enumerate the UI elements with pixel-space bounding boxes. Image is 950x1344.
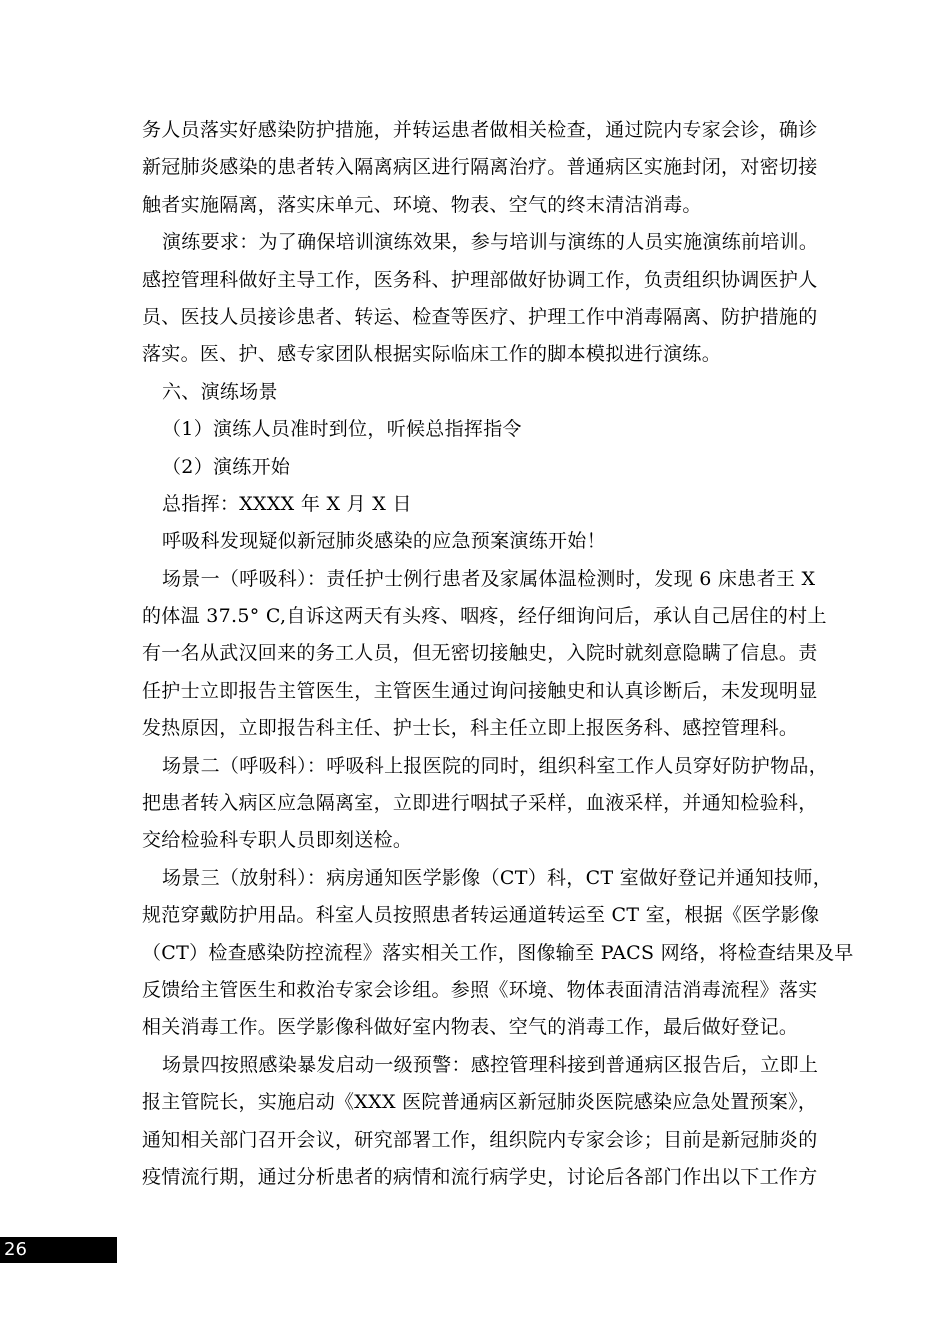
text-line: （CT）检查感染防控流程》落实相关工作，图像输至 PACS 网络，将检查结果及早 [142,941,854,964]
text-line: 落实。医、护、感专家团队根据实际临床工作的脚本模拟进行演练。 [142,343,722,366]
text-line: 感控管理科做好主导工作，医务科、护理部做好协调工作，负责组织协调医护人 [142,268,818,291]
page-number: 26 [0,1237,117,1263]
text-line: 员、医技人员接诊患者、转运、检查等医疗、护理工作中消毒隔离、防护措施的 [142,305,818,328]
text-line: 触者实施隔离，落实床单元、环境、物表、空气的终末清洁消毒。 [142,193,702,216]
text-line: 场景三（放射科）：病房通知医学影像（CT）科，CT 室做好登记并通知技师， [162,866,833,889]
text-line: 疫情流行期，通过分析患者的病情和流行病学史，讨论后各部门作出以下工作方 [142,1165,818,1188]
text-line: 发热原因，立即报告科主任、护士长，科主任立即上报医务科、感控管理科。 [142,717,799,740]
text-line: 呼吸科发现疑似新冠肺炎感染的应急预案演练开始！ [162,530,606,553]
text-line: 通知相关部门召开会议，研究部署工作，组织院内专家会诊；目前是新冠肺炎的 [142,1128,818,1151]
text-line: 有一名从武汉回来的务工人员，但无密切接触史，入院时就刻意隐瞒了信息。责 [142,642,818,665]
text-line: 务人员落实好感染防护措施，并转运患者做相关检查，通过院内专家会诊，确诊 [142,119,818,141]
text-line: 规范穿戴防护用品。科室人员按照患者转运通道转运至 CT 室，根据《医学影像 [142,904,820,927]
text-line: 演练要求：为了确保培训演练效果，参与培训与演练的人员实施演练前培训。 [162,231,819,254]
text-line: 反馈给主管医生和救治专家会诊组。参照《环境、物体表面清洁消毒流程》落实 [142,978,818,1001]
body-text [142,112,854,1196]
text-line: 报主管院长，实施启动《XXX 医院普通病区新冠肺炎医院感染应急处置预案》， [142,1091,818,1114]
text-line: 任护士立即报告主管医生，主管医生通过询问接触史和认真诊断后，未发现明显 [142,679,818,702]
text-line: 把患者转入病区应急隔离室，立即进行咽拭子采样，血液采样，并通知检验科， [142,792,818,815]
text-line: 总指挥：XXXX 年 X 月 X 日 [162,492,412,515]
text-line: （1）演练人员准时到位，听候总指挥指令 [162,418,522,441]
text-line: 相关消毒工作。医学影像科做好室内物表、空气的消毒工作，最后做好登记。 [142,1016,799,1039]
text-line: 场景四按照感染暴发启动一级预警：感控管理科接到普通病区报告后，立即上 [162,1053,819,1076]
text-line: 场景一（呼吸科）：责任护士例行患者及家属体温检测时，发现 6 床患者王 X [162,567,816,590]
text-line: 场景二（呼吸科）：呼吸科上报医院的同时，组织科室工作人员穿好防护物品， [162,754,829,777]
text-line: （2）演练开始 [162,455,291,478]
text-line: 的体温 37.5° C,自诉这两天有头疼、咽疼，经仔细询问后，承认自己居住的村上 [142,605,827,628]
text-line: 六、演练场景 [162,380,278,403]
text-line: 交给检验科专职人员即刻送检。 [142,829,413,852]
text-line: 新冠肺炎感染的患者转入隔离病区进行隔离治疗。普通病区实施封闭，对密切接 [142,156,818,179]
